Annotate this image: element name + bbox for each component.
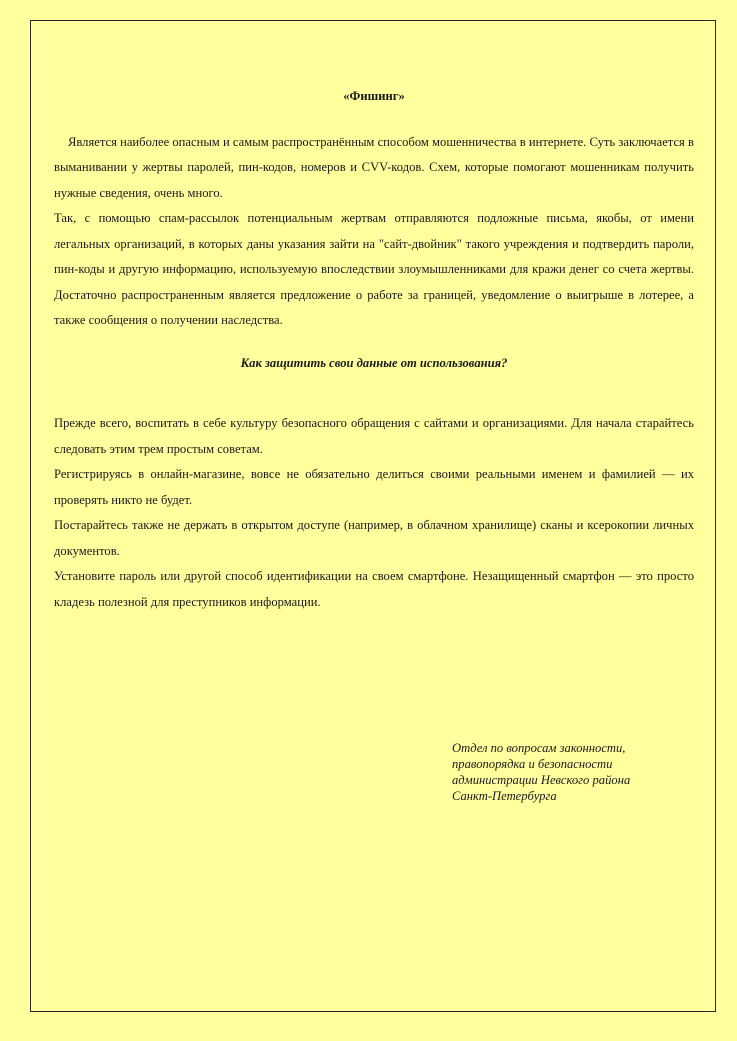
signature-line: Отдел по вопросам законности, xyxy=(452,741,626,755)
advice-paragraph: Постарайтесь также не держать в открытом доступе (например, в облачном хранилище) сканы и ксерокопии личных документов. xyxy=(54,518,694,558)
signature-block xyxy=(452,740,702,804)
signature-line: Санкт-Петербурга xyxy=(452,789,557,803)
document-title: «Фишинг» xyxy=(343,89,405,103)
signature-line: администрации Невского района xyxy=(452,773,631,787)
advice-paragraph: Регистрируясь в онлайн-магазине, вовсе не обязательно делиться своими реальными именем и фамилией — их проверять никто не будет. xyxy=(54,467,694,507)
section-subtitle: Как защитить свои данные от использования? xyxy=(240,355,508,370)
advice-paragraph: Установите пароль или другой способ идентификации на своем смартфоне. Незащищенный смартфон — это просто кладезь полезной для преступников информации. xyxy=(54,569,694,609)
signature-line: правопорядка и безопасности xyxy=(452,757,613,771)
advice-paragraph: Прежде всего, воспитать в себе культуру безопасного обращения с сайтами и организациями. Для начала старайтесь следовать этим трем простым советам. xyxy=(54,416,694,456)
document-body xyxy=(54,84,694,615)
intro-paragraph: Является наиболее опасным и самым распространённым способом мошенничества в интернете. Суть заключается в выманивании у жертвы паролей, пин-кодов, номеров и CVV-кодов. Схем, которые помогают мошенникам получить нужные сведения, очень много. xyxy=(54,134,694,200)
intro-paragraph: Так, с помощью спам-рассылок потенциальным жертвам отправляются подложные письма, якобы, от имени легальных организаций, в которых даны указания зайти на "сайт-двойник" такого учреждения и подтвердить пароли, пин-коды и другую информацию, используемую впоследствии злоумышленниками для кражи денег со счета жертвы. Достаточно распространенным является предложение о работе за границей, уведомление о выигрыше в лотерее, а также сообщения о получении наследства. xyxy=(54,211,694,327)
